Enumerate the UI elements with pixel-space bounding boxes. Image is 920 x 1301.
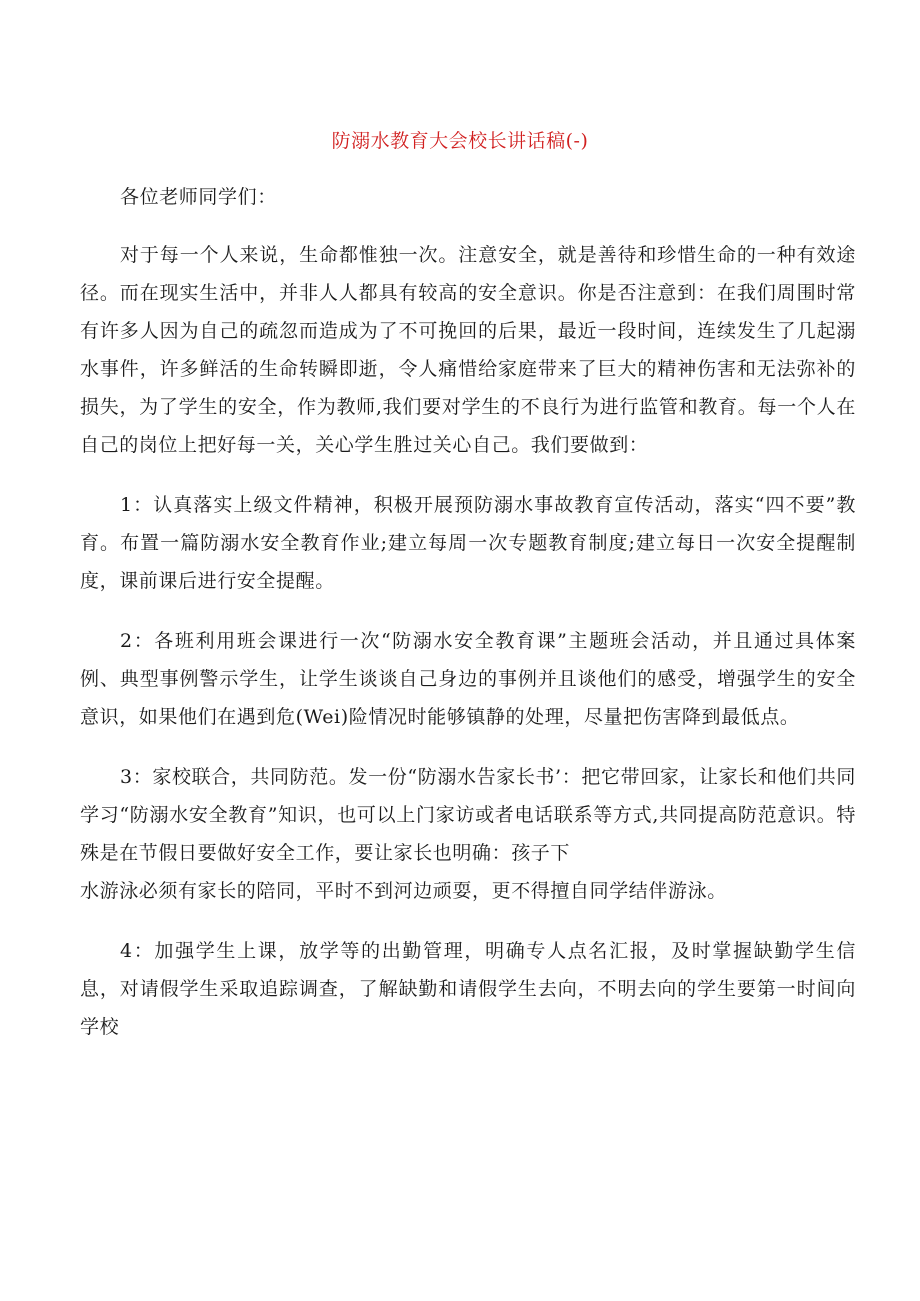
paragraph-intro: 对于每一个人来说，生命都惟独一次。注意安全，就是善待和珍惜生命的一种有效途径。而在现实生活中，并非人人都具有较高的安全意识。你是否注意到：在我们周围时常有许多人因为自己的疏忽而造成为了不可挽回的后果，最近一段时间，连续发生了几起溺水事件，许多鲜活的生命转瞬即逝，令人痛惜给家庭带来了巨大的精神伤害和无法弥补的损失，为了学生的安全，作为教师,我们要对学生的不良行为进行监管和教育。每一个人在自己的岗位上把好每一关，关心学生胜过关心自己。我们要做到： xyxy=(80,244,856,456)
paragraph-item-4: 4：加强学生上课，放学等的出勤管理，明确专人点名汇报，及时掌握缺勤学生信息，对请假学生采取追踪调查，了解缺勤和请假学生去向，不明去向的学生要第一时间向学校 xyxy=(80,940,856,1038)
greeting: 各位老师同学们： xyxy=(120,186,277,208)
paragraph-item-2: 2：各班利用班会课进行一次“防溺水安全教育课”主题班会活动，并且通过具体案例、典型事例警示学生，让学生谈谈自己身边的事例并且谈他们的感受，增强学生的安全意识，如果他们在遇到危(Wei)险情况时能够镇静的处理，尽量把伤害降到最低点。 xyxy=(80,630,856,728)
paragraph-item-3: 3：家校联合，共同防范。发一份“防溺水告家长书’：把它带回家，让家长和他们共同学习“防溺水安全教育”知识，也可以上门家访或者电话联系等方式,共同提高防范意识。特殊是在节假日要做好安全工作，要让家长也明确：孩子下 xyxy=(80,766,856,864)
paragraph-item-1: 1：认真落实上级文件精神，积极开展预防溺水事故教育宣传活动，落实“四不要”教育。布置一篇防溺水安全教育作业;建立每周一次专题教育制度;建立每日一次安全提醒制度，课前课后进行安全提醒。 xyxy=(80,494,856,592)
paragraph-item-3-continued: 水游泳必须有家长的陪同，平时不到河边顽耍，更不得擅自同学结伴游泳。 xyxy=(80,880,727,902)
document-body xyxy=(80,178,856,1046)
document-title: 防溺水教育大会校长讲话稿(-) xyxy=(331,130,589,152)
